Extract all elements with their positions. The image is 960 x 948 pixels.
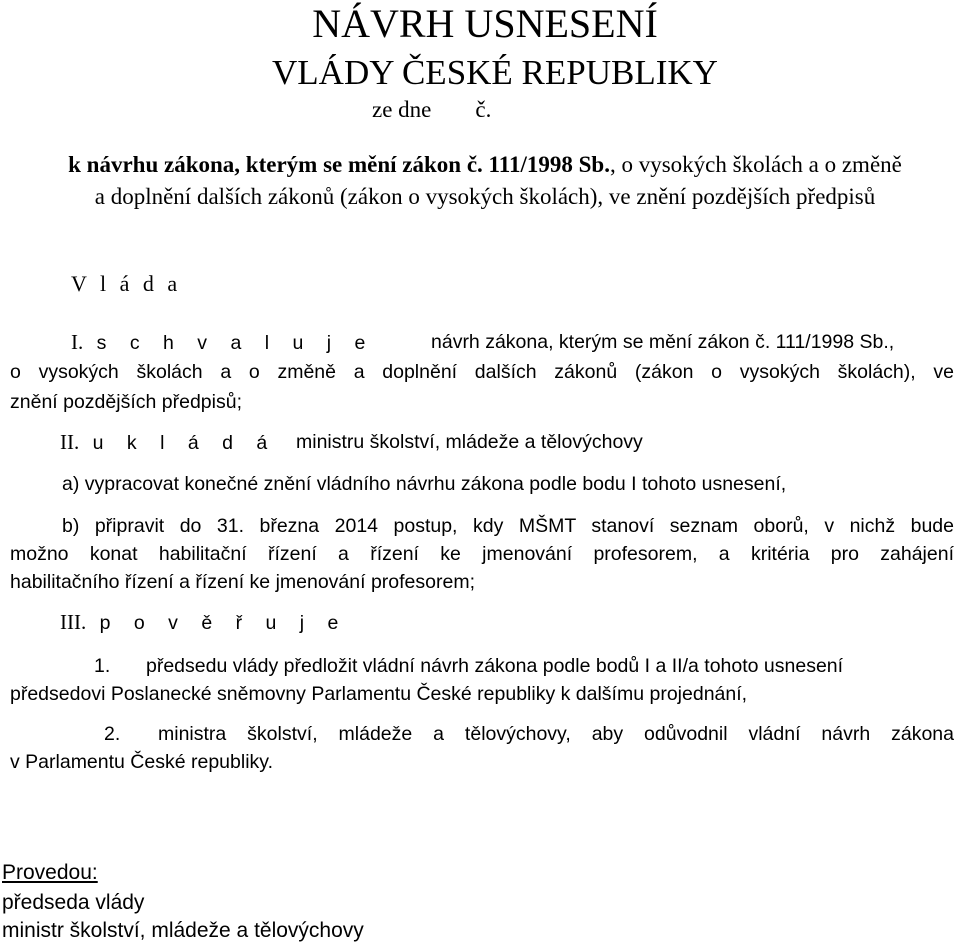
document-title: NÁVRH USNESENÍ bbox=[312, 1, 658, 46]
document-subtitle: VLÁDY ČESKÉ REPUBLIKY bbox=[272, 53, 718, 92]
section-1-line-2: o vysokých školách a o změně a doplnění dalších zákonů (zákon o vysokých školách), ve bbox=[10, 361, 954, 383]
date-line bbox=[372, 96, 491, 124]
section-2-heading bbox=[60, 428, 276, 457]
section-3-heading bbox=[60, 608, 347, 637]
responsible-person-2: ministr školství, mládeže a tělovýchovy bbox=[2, 919, 364, 942]
section-1-numeral: I. bbox=[71, 330, 84, 354]
section-2-item-b-line-2: možno konat habilitační řízení a řízení ke jmenování profesorem, a kritéria pro zahájení bbox=[10, 543, 954, 565]
subject-line-1 bbox=[0, 150, 960, 180]
section-2-item-a: a) vypracovat konečné znění vládního návrhu zákona podle bodu I tohoto usnesení, bbox=[62, 473, 787, 495]
section-3-item-1-line-1: předsedu vlády předložit vládní návrh zákona podle bodů I a II/a tohoto usnesení bbox=[146, 655, 844, 677]
responsible-person-1: předseda vlády bbox=[2, 891, 145, 914]
section-3-verb: p o v ě ř u j e bbox=[99, 612, 348, 634]
section-2-item-b-line-3: habilitačního řízení a řízení ke jmenování profesorem; bbox=[10, 571, 475, 593]
section-1-line-1: návrh zákona, kterým se mění zákon č. 111/1998 Sb., bbox=[431, 331, 895, 353]
subject-rest: , o vysokých školách a o změně bbox=[609, 152, 902, 177]
subject-line-2: a doplnění dalších zákonů (zákon o vysokých školách), ve znění pozdějších předpisů bbox=[94, 184, 876, 209]
section-3-item-2-number: 2. bbox=[104, 723, 121, 745]
section-3-item-2-line-2: v Parlamentu České republiky. bbox=[10, 751, 274, 773]
number-label: č. bbox=[475, 97, 492, 122]
section-1-verb: s c h v a l u j e bbox=[96, 332, 375, 354]
date-label: ze dne bbox=[372, 97, 432, 122]
section-2-numeral: II. bbox=[60, 430, 80, 454]
section-2-text: ministru školství, mládeže a tělovýchovy bbox=[296, 431, 643, 453]
section-2-verb: u k l á d á bbox=[92, 432, 277, 454]
section-3-item-1-number: 1. bbox=[94, 655, 111, 677]
section-2-item-b-line-1: b) připravit do 31. března 2014 postup, kdy MŠMT stanoví seznam oborů, v nichž bude bbox=[62, 515, 954, 537]
section-1-heading bbox=[71, 328, 374, 357]
section-3-item-1-line-2: předsedovi Poslanecké sněmovny Parlamentu České republiky k dalšímu projednání, bbox=[10, 683, 748, 705]
section-1-line-3: znění pozdějších předpisů; bbox=[10, 391, 242, 413]
vlada-heading: V l á d a bbox=[71, 271, 182, 296]
section-3-item-2-line-1: ministra školství, mládeže a tělovýchovy, aby odůvodnil vládní návrh zákona bbox=[158, 723, 954, 745]
subject-bold: k návrhu zákona, kterým se mění zákon č. 111/1998 Sb. bbox=[68, 152, 610, 177]
provedou-label: Provedou: bbox=[2, 861, 98, 884]
section-3-numeral: III. bbox=[60, 610, 87, 634]
